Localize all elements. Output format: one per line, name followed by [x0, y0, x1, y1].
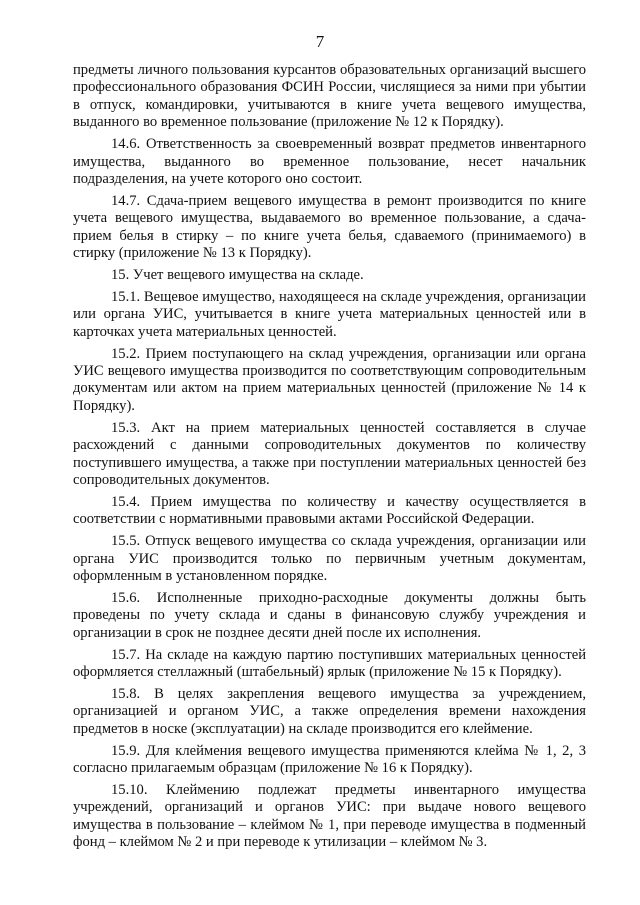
document-body [73, 62, 586, 856]
paragraph: 15.8. В целях закрепления вещевого имущества за учреждением, организацией и органом УИС, а также определения времени нахождения предметов в носке (эксплуатации) на складе производится его клеймение. [73, 685, 586, 737]
paragraph: 15.4. Прием имущества по количеству и качеству осуществляется в соответствии с нормативными правовыми актами Российской Федерации. [73, 493, 586, 528]
paragraph: 14.6. Ответственность за своевременный возврат предметов инвентарного имущества, выданного во временное пользование, несет начальник подразделения, на учете которого оно состоит. [73, 136, 586, 187]
paragraph: 15.1. Вещевое имущество, находящееся на складе учреждения, организации или органа УИС, учитывается в книге учета материальных ценностей или в карточках учета материальных ценностей. [73, 288, 586, 340]
paragraph: 15.6. Исполненные приходно-расходные документы должны быть проведены по учету склада и сданы в финансовую службу учреждения и организации в срок не позднее десяти дней после их исполнения. [73, 589, 586, 641]
paragraph: 15.9. Для клеймения вещевого имущества применяются клейма № 1, 2, 3 согласно прилагаемым образцам (приложение № 16 к Порядку). [73, 742, 586, 777]
paragraph: 15.10. Клеймению подлежат предметы инвентарного имущества учреждений, организаций и органов УИС: при выдаче нового вещевого имущества в пользование – клеймом № 1, при переводе имущества в подменный фонд – клеймом № 2 и при переводе к утилизации – клеймом № 3. [73, 781, 586, 851]
paragraph: 14.7. Сдача-прием вещевого имущества в ремонт производится по книге учета вещевого имущества, выдаваемого во временное пользование, а сдача-прием белья в стирку – по книге учета белья, сдаваемого (принимаемого) в стирку (приложение № 13 к Порядку). [73, 192, 586, 262]
paragraph: 15.3. Акт на прием материальных ценностей составляется в случае расхождений с данными сопроводительных документов по количеству поступившего имущества, а также при поступлении материальных ценностей без сопроводительных документов. [73, 419, 586, 488]
paragraph: 15. Учет вещевого имущества на складе. [111, 266, 364, 283]
page-number: 7 [315, 32, 325, 51]
paragraph: 15.7. На складе на каждую партию поступивших материальных ценностей оформляется стеллажный (штабельный) ярлык (приложение № 15 к Порядку). [73, 646, 586, 680]
paragraph: 15.5. Отпуск вещевого имущества со склада учреждения, организации или органа УИС производится только по первичным учетным документам, оформленным в установленном порядке. [73, 533, 586, 584]
paragraph: предметы личного пользования курсантов образовательных организаций высшего профессионального образования ФСИН России, числящиеся за ними при убытии в отпуск, командировки, учитываются в книге учета вещевого имущества, выданного во временное пользование (приложение № 12 к Порядку). [73, 62, 586, 131]
paragraph: 15.2. Прием поступающего на склад учреждения, организации или органа УИС вещевого имущества производится по соответствующим сопроводительным документам или актом на прием материальных ценностей (приложение № 14 к Порядку). [73, 345, 586, 414]
